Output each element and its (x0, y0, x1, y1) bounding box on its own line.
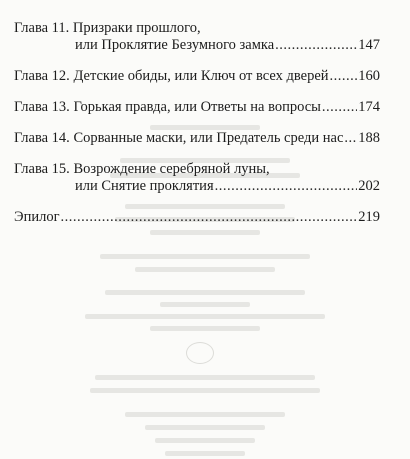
chapter-title: Детские обиды, или Ключ от всех дверей (73, 68, 329, 84)
dot-leader (344, 130, 357, 147)
chapter-label: Глава 15. (14, 161, 70, 177)
dot-leader (61, 209, 358, 226)
toc-entry-chapter-11 (14, 20, 380, 54)
chapter-label: Глава 13. (14, 99, 70, 115)
table-of-contents (14, 20, 380, 240)
page-number: 174 (358, 99, 380, 115)
chapter-label: Глава 11. (14, 20, 70, 36)
toc-entry-chapter-14 (14, 130, 380, 147)
page-number: 202 (358, 178, 380, 194)
dot-leader (322, 99, 357, 116)
page-number: 147 (358, 37, 380, 53)
page-number: 160 (358, 68, 380, 84)
toc-entry-epilogue (14, 209, 380, 226)
toc-entry-chapter-13 (14, 99, 380, 116)
chapter-title: Призраки прошлого, (72, 20, 201, 36)
toc-entry-chapter-15 (14, 161, 380, 195)
chapter-label: Глава 14. (14, 130, 70, 146)
toc-entry-chapter-12 (14, 68, 380, 85)
chapter-title: Горькая правда, или Ответы на вопросы (73, 99, 321, 115)
dot-leader (215, 178, 358, 195)
chapter-title-continued: или Снятие проклятия (75, 178, 214, 194)
dot-leader (275, 37, 357, 54)
chapter-title: Сорванные маски, или Предатель среди нас (73, 130, 344, 146)
chapter-label: Эпилог (14, 209, 60, 225)
chapter-label: Глава 12. (14, 68, 70, 84)
chapter-title: Возрождение серебряной луны, (73, 161, 270, 177)
dot-leader (330, 68, 358, 85)
page-number: 219 (358, 209, 380, 225)
page-number: 188 (358, 130, 380, 146)
chapter-title-continued: или Проклятие Безумного замка (75, 37, 275, 53)
